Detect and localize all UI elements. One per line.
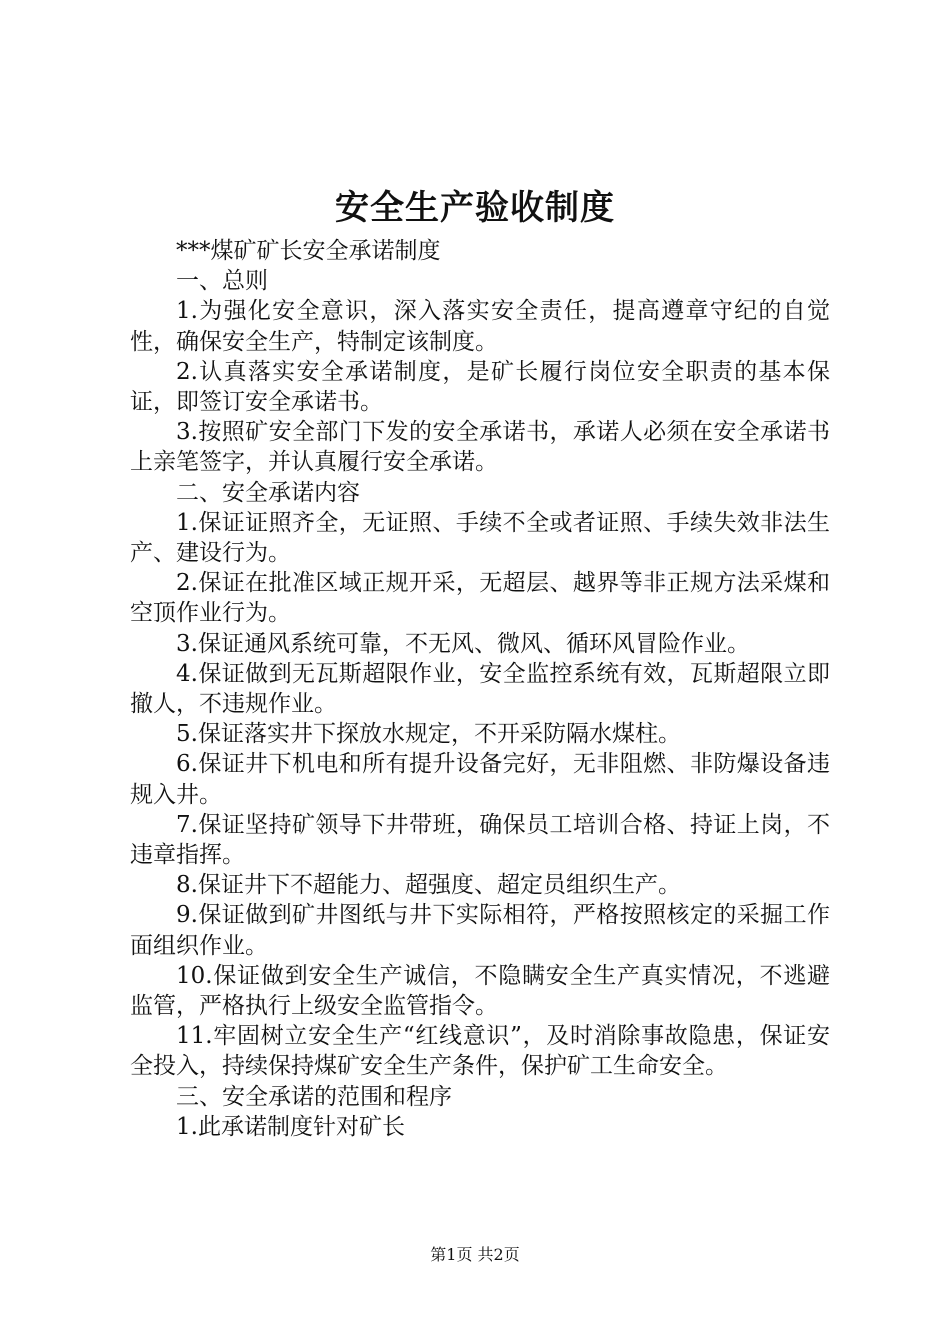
paragraph: 3.保证通风系统可靠，不无风、微风、循环风冒险作业。: [176, 630, 750, 657]
page-title: 安全生产验收制度: [335, 188, 615, 228]
paragraph: 5.保证落实井下探放水规定，不开采防隔水煤柱。: [176, 721, 681, 748]
paragraph: 7.保证坚持矿领导下井带班，确保员工培训合格、持证上岗，不违章指挥。: [130, 811, 830, 869]
paragraph: 1.此承诺制度针对矿长: [176, 1113, 405, 1140]
paragraph: 1.保证证照齐全，无证照、手续不全或者证照、手续失效非法生产、建设行为。: [130, 509, 830, 567]
paragraph: 6.保证井下机电和所有提升设备完好，无非阻燃、非防爆设备违规入井。: [130, 751, 830, 808]
section-heading: 三、安全承诺的范围和程序: [176, 1083, 452, 1110]
paragraph: 11.牢固树立安全生产“红线意识”，及时消除事故隐患，保证安全投入，持续保持煤矿安全生产条件，保护矿工生命安全。: [130, 1023, 830, 1080]
document-subtitle: ***煤矿矿长安全承诺制度: [176, 238, 441, 264]
paragraph: 2.认真落实安全承诺制度，是矿长履行岗位安全职责的基本保证，即签订安全承诺书。: [130, 358, 830, 416]
section-heading: 一、总则: [176, 268, 268, 295]
paragraph: 1.为强化安全意识，深入落实安全责任，提高遵章守纪的自觉性，确保安全生产，特制定该制度。: [130, 298, 830, 355]
paragraph: 8.保证井下不超能力、超强度、超定员组织生产。: [176, 872, 681, 899]
paragraph: 4.保证做到无瓦斯超限作业，安全监控系统有效，瓦斯超限立即撤人，不违规作业。: [130, 660, 830, 718]
paragraph: 9.保证做到矿井图纸与井下实际相符，严格按照核定的采掘工作面组织作业。: [130, 902, 830, 959]
paragraph: 3.按照矿安全部门下发的安全承诺书，承诺人必须在安全承诺书上亲笔签字，并认真履行安全承诺。: [130, 419, 830, 476]
paragraph: 10.保证做到安全生产诚信，不隐瞒安全生产真实情况，不逃避监管，严格执行上级安全监管指令。: [130, 962, 830, 1020]
paragraph: 2.保证在批准区域正规开采，无超层、越界等非正规方法采煤和空顶作业行为。: [130, 570, 830, 627]
document-body: [130, 236, 830, 1142]
section-heading: 二、安全承诺内容: [176, 479, 360, 506]
page-number: 第1页 共2页: [430, 1245, 520, 1264]
